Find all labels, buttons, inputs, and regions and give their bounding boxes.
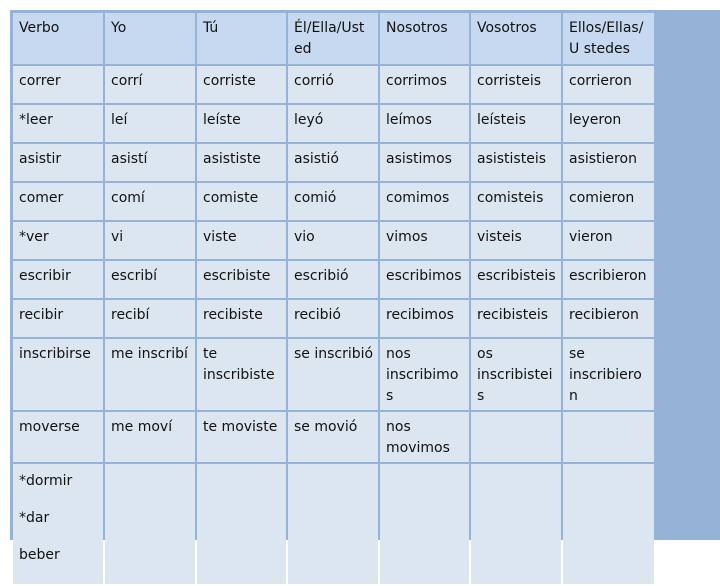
table-cell: asistió — [288, 144, 378, 181]
table-cell: asistí — [105, 144, 195, 181]
table-cell: leímos — [380, 105, 469, 142]
verb-cell: correr — [13, 66, 103, 103]
table-cell: leíste — [197, 105, 286, 142]
table-cell: escribieron — [563, 261, 654, 298]
table-cell: asistieron — [563, 144, 654, 181]
table-row — [13, 222, 654, 259]
table-header-row — [13, 13, 654, 64]
table-row — [13, 105, 654, 142]
table-cell: leí — [105, 105, 195, 142]
header-cell-nosotros: Nosotros — [380, 13, 469, 64]
table-row — [13, 412, 654, 462]
table-row — [13, 144, 654, 181]
verb-cell: asistir — [13, 144, 103, 181]
table-cell: leyeron — [563, 105, 654, 142]
table-cell: recibiste — [197, 300, 286, 337]
verb-cell: inscribirse — [13, 339, 103, 410]
table-cell: os inscribisteis — [471, 339, 561, 410]
table-cell: recibió — [288, 300, 378, 337]
table-cell: te moviste — [197, 412, 286, 462]
empty-cell — [563, 464, 654, 584]
table-cell: comieron — [563, 183, 654, 220]
header-cell-ellos-ellas-ustedes: Ellos/Ellas/U stedes — [563, 13, 654, 64]
table-cell: comimos — [380, 183, 469, 220]
table-cell: recibimos — [380, 300, 469, 337]
table-cell — [563, 412, 654, 462]
table-cell: corrieron — [563, 66, 654, 103]
table-cell: comió — [288, 183, 378, 220]
conjugation-table — [11, 11, 656, 586]
table-cell: se inscribió — [288, 339, 378, 410]
empty-cell — [471, 464, 561, 584]
header-cell-yo: Yo — [105, 13, 195, 64]
table-cell: nos inscribimos — [380, 339, 469, 410]
header-cell-tu: Tú — [197, 13, 286, 64]
table-cell: corrió — [288, 66, 378, 103]
table-row — [13, 183, 654, 220]
table-cell: te inscribiste — [197, 339, 286, 410]
table-cell: recibí — [105, 300, 195, 337]
table-cell: se inscribieron — [563, 339, 654, 410]
table-cell: vio — [288, 222, 378, 259]
table-cell: asististe — [197, 144, 286, 181]
verb-line: beber — [19, 547, 60, 563]
header-cell-el-ella-usted: Él/Ella/Ust ed — [288, 13, 378, 64]
table-cell: vimos — [380, 222, 469, 259]
table-cell — [471, 412, 561, 462]
header-cell-vosotros: Vosotros — [471, 13, 561, 64]
verb-line: *dormir — [19, 473, 73, 489]
table-cell: corrimos — [380, 66, 469, 103]
table-row — [13, 66, 654, 103]
table-cell: vieron — [563, 222, 654, 259]
table-cell: leyó — [288, 105, 378, 142]
header-cell-verbo: Verbo — [13, 13, 103, 64]
verb-cell: comer — [13, 183, 103, 220]
verb-cell: *ver — [13, 222, 103, 259]
table-cell: escribisteis — [471, 261, 561, 298]
verb-cell-stack — [13, 464, 103, 584]
table-cell: comiste — [197, 183, 286, 220]
verb-line: *dar — [19, 510, 50, 526]
table-cell: nos movimos — [380, 412, 469, 462]
table-cell: corriste — [197, 66, 286, 103]
table-cell: asistimos — [380, 144, 469, 181]
verb-cell: recibir — [13, 300, 103, 337]
table-cell: corrí — [105, 66, 195, 103]
table-cell: corristeis — [471, 66, 561, 103]
table-cell: recibisteis — [471, 300, 561, 337]
table-cell: escribió — [288, 261, 378, 298]
table-cell: comisteis — [471, 183, 561, 220]
table-cell: leísteis — [471, 105, 561, 142]
verb-cell: moverse — [13, 412, 103, 462]
table-cell: me moví — [105, 412, 195, 462]
table-cell: escribimos — [380, 261, 469, 298]
empty-cell — [288, 464, 378, 584]
empty-cell — [105, 464, 195, 584]
empty-cell — [197, 464, 286, 584]
table-cell: escribí — [105, 261, 195, 298]
table-cell: recibieron — [563, 300, 654, 337]
table-cell: asististeis — [471, 144, 561, 181]
empty-cell — [380, 464, 469, 584]
table-cell: visteis — [471, 222, 561, 259]
conjugation-table-frame — [10, 10, 720, 563]
table-row — [13, 464, 654, 584]
table-cell: escribiste — [197, 261, 286, 298]
table-cell: se movió — [288, 412, 378, 462]
table-cell: comí — [105, 183, 195, 220]
table-cell: viste — [197, 222, 286, 259]
verb-cell: escribir — [13, 261, 103, 298]
table-row — [13, 261, 654, 298]
table-cell: vi — [105, 222, 195, 259]
table-row — [13, 339, 654, 410]
table-cell: me inscribí — [105, 339, 195, 410]
verb-cell: *leer — [13, 105, 103, 142]
table-row — [13, 300, 654, 337]
